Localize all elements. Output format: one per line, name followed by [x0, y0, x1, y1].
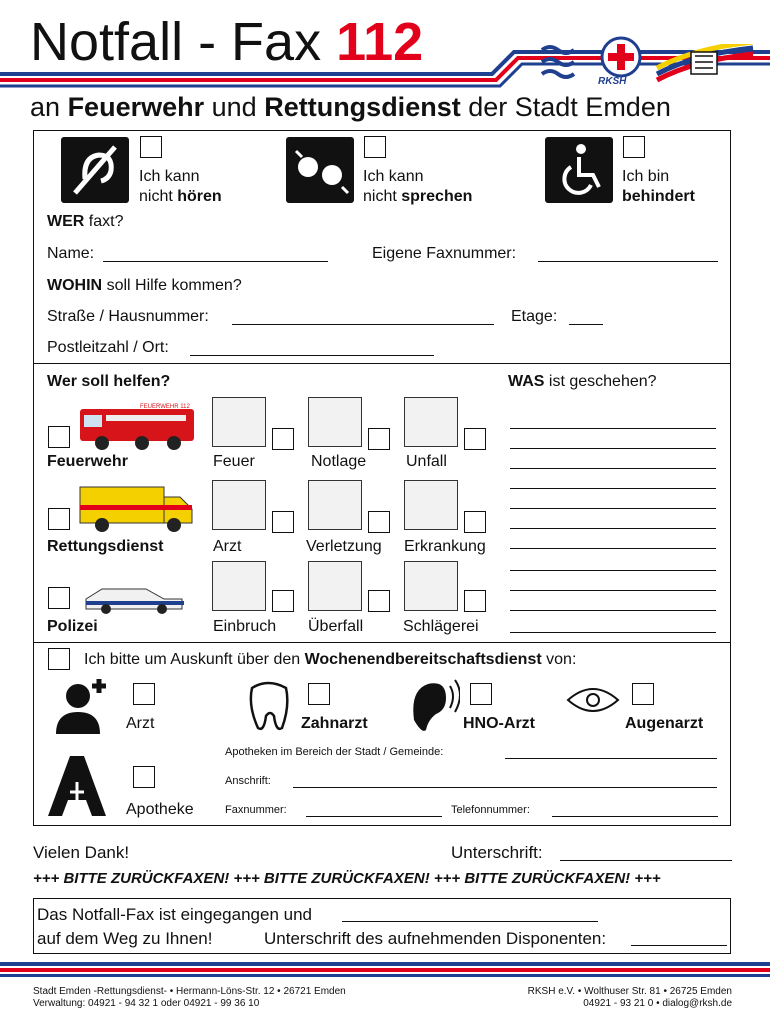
event-fight: Schlägerei — [403, 618, 479, 635]
floor-field[interactable] — [569, 324, 603, 325]
weekend-service-checkbox[interactable] — [48, 648, 70, 670]
pharmacy-area-label: Apotheken im Bereich der Stadt / Gemeinde: — [225, 746, 444, 758]
fire-department-checkbox[interactable] — [48, 426, 70, 448]
fax-field[interactable] — [306, 816, 442, 817]
event-doctor: Arzt — [213, 538, 242, 555]
weekend-ent: HNO-Arzt — [463, 715, 535, 732]
footer-left-2: Verwaltung: 04921 - 94 32 1 oder 04921 - 99 36 10 — [33, 998, 260, 1009]
address-label: Anschrift: — [225, 775, 271, 787]
pharmacy-icon — [44, 752, 110, 820]
city-label: Postleitzahl / Ort: — [47, 339, 169, 356]
weekend-pharmacy: Apotheke — [126, 801, 194, 818]
weekend-pharmacy-checkbox[interactable] — [133, 766, 155, 788]
sign-language-icon — [286, 137, 354, 203]
doctor-event-icon — [212, 480, 266, 530]
waves-logo-icon — [540, 44, 580, 86]
footer-stripe — [0, 962, 770, 966]
description-line[interactable] — [510, 448, 716, 449]
city-flag-logo-icon — [655, 44, 755, 84]
received-text: Das Notfall-Fax ist eingegangen und — [37, 905, 312, 924]
subtitle: an Feuerwehr und Rettungsdienst der Stadt Emden — [30, 92, 671, 122]
description-line[interactable] — [510, 468, 716, 469]
ear-icon — [404, 676, 460, 732]
description-line[interactable] — [510, 590, 716, 591]
accident-event-icon — [404, 397, 458, 447]
thanks-text: Vielen Dank! — [33, 843, 130, 862]
street-field[interactable] — [232, 324, 494, 325]
fire-event-icon — [212, 397, 266, 447]
tooth-icon — [246, 678, 292, 732]
speech-checkbox[interactable] — [364, 136, 386, 158]
floor-label: Etage: — [511, 308, 558, 325]
deaf-label: Ich kann nicht hören — [139, 168, 222, 205]
deaf-icon — [61, 137, 129, 203]
service-fire: Feuerwehr — [47, 453, 128, 470]
on-the-way-text: auf dem Weg zu Ihnen! — [37, 929, 213, 948]
event-injury-checkbox[interactable] — [368, 511, 390, 533]
name-label: Name: — [47, 245, 95, 262]
weekend-service-text: Ich bitte um Auskunft über den Wochenendbereitschaftsdienst von: — [84, 651, 577, 668]
where-heading: WOHIN soll Hilfe kommen? — [47, 277, 242, 294]
phone-field[interactable] — [552, 816, 718, 817]
description-line[interactable] — [510, 548, 716, 549]
weekend-doctor: Arzt — [126, 715, 155, 732]
deaf-checkbox[interactable] — [140, 136, 162, 158]
disabled-label: Ich bin behindert — [622, 168, 695, 205]
title-text: Notfall - Fax — [30, 12, 322, 72]
illness-event-icon — [404, 480, 458, 530]
burglary-event-icon — [212, 561, 266, 611]
who-helps-heading: Wer soll helfen? — [47, 373, 171, 390]
pharmacy-area-field[interactable] — [505, 758, 717, 759]
robbery-event-icon — [308, 561, 362, 611]
received-field[interactable] — [342, 921, 598, 922]
event-fire-checkbox[interactable] — [272, 428, 294, 450]
dispatcher-signature-field[interactable] — [631, 945, 727, 946]
fight-event-icon — [404, 561, 458, 611]
police-car-icon — [82, 579, 188, 615]
service-police: Polizei — [47, 618, 98, 635]
event-illness-checkbox[interactable] — [464, 511, 486, 533]
who-heading: WER faxt? — [47, 213, 124, 230]
event-illness: Erkrankung — [404, 538, 486, 555]
event-robbery: Überfall — [308, 618, 364, 635]
weekend-dentist-checkbox[interactable] — [308, 683, 330, 705]
weekend-dentist: Zahnarzt — [301, 715, 368, 732]
address-field[interactable] — [293, 787, 717, 788]
police-checkbox[interactable] — [48, 587, 70, 609]
ambulance-checkbox[interactable] — [48, 508, 70, 530]
footer-left-1: Stadt Emden -Rettungsdienst- • Hermann-Löns-Str. 12 • 26721 Emden — [33, 986, 346, 997]
title-number: 112 — [336, 12, 424, 72]
footer-right-1: RKSH e.V. • Wolthuser Str. 81 • 26725 Emden — [527, 986, 732, 997]
weekend-ophthalmologist-checkbox[interactable] — [632, 683, 654, 705]
name-field[interactable] — [103, 261, 328, 262]
event-fire: Feuer — [213, 453, 255, 470]
event-accident-checkbox[interactable] — [464, 428, 486, 450]
disabled-checkbox[interactable] — [623, 136, 645, 158]
event-accident: Unfall — [406, 453, 447, 470]
description-line[interactable] — [510, 632, 716, 633]
event-robbery-checkbox[interactable] — [368, 590, 390, 612]
street-label: Straße / Hausnummer: — [47, 308, 209, 325]
own-fax-label: Eigene Faxnummer: — [372, 245, 517, 262]
fax-label: Faxnummer: — [225, 804, 287, 816]
fire-truck-text: FEUERWEHR 112 — [140, 404, 190, 410]
own-fax-field[interactable] — [538, 261, 718, 262]
ambulance-icon — [76, 483, 196, 535]
event-emergency: Notlage — [311, 453, 367, 470]
weekend-doctor-checkbox[interactable] — [133, 683, 155, 705]
doctor-icon — [52, 678, 114, 736]
description-line[interactable] — [510, 428, 716, 429]
phone-label: Telefonnummer: — [451, 804, 530, 816]
description-line[interactable] — [510, 488, 716, 489]
eye-icon — [566, 686, 620, 714]
service-ambulance: Rettungsdienst — [47, 538, 164, 555]
speech-label: Ich kann nicht sprechen — [363, 168, 473, 205]
event-fight-checkbox[interactable] — [464, 590, 486, 612]
city-field[interactable] — [190, 355, 434, 356]
section-divider — [33, 642, 731, 643]
dispatcher-label: Unterschrift des aufnehmenden Disponenten: — [264, 929, 607, 948]
fire-truck-icon — [78, 401, 198, 453]
footer-stripe — [0, 974, 770, 977]
description-line[interactable] — [510, 610, 716, 611]
description-line[interactable] — [510, 570, 716, 571]
footer-stripe — [0, 968, 770, 972]
what-happened-heading: WAS ist geschehen? — [508, 373, 657, 390]
event-doctor-checkbox[interactable] — [272, 511, 294, 533]
event-emergency-checkbox[interactable] — [368, 428, 390, 450]
wheelchair-icon — [545, 137, 613, 203]
event-burglary-checkbox[interactable] — [272, 590, 294, 612]
description-line[interactable] — [510, 508, 716, 509]
weekend-ent-checkbox[interactable] — [470, 683, 492, 705]
footer-right-2: 04921 - 93 21 0 • dialog@rksh.de — [583, 998, 732, 1009]
signature-label: Unterschrift: — [451, 843, 543, 862]
fax-back-notice: +++ BITTE ZURÜCKFAXEN! +++ BITTE ZURÜCKFAXEN! +++ BITTE ZURÜCKFAXEN! +++ — [33, 870, 661, 887]
weekend-ophthalmologist: Augenarzt — [625, 715, 704, 732]
signature-field[interactable] — [560, 860, 732, 861]
event-burglary: Einbruch — [213, 618, 277, 635]
rksh-logo-text: RKSH — [598, 76, 627, 87]
description-line[interactable] — [510, 528, 716, 529]
injury-event-icon — [308, 480, 362, 530]
event-injury: Verletzung — [306, 538, 382, 555]
emergency-event-icon — [308, 397, 362, 447]
